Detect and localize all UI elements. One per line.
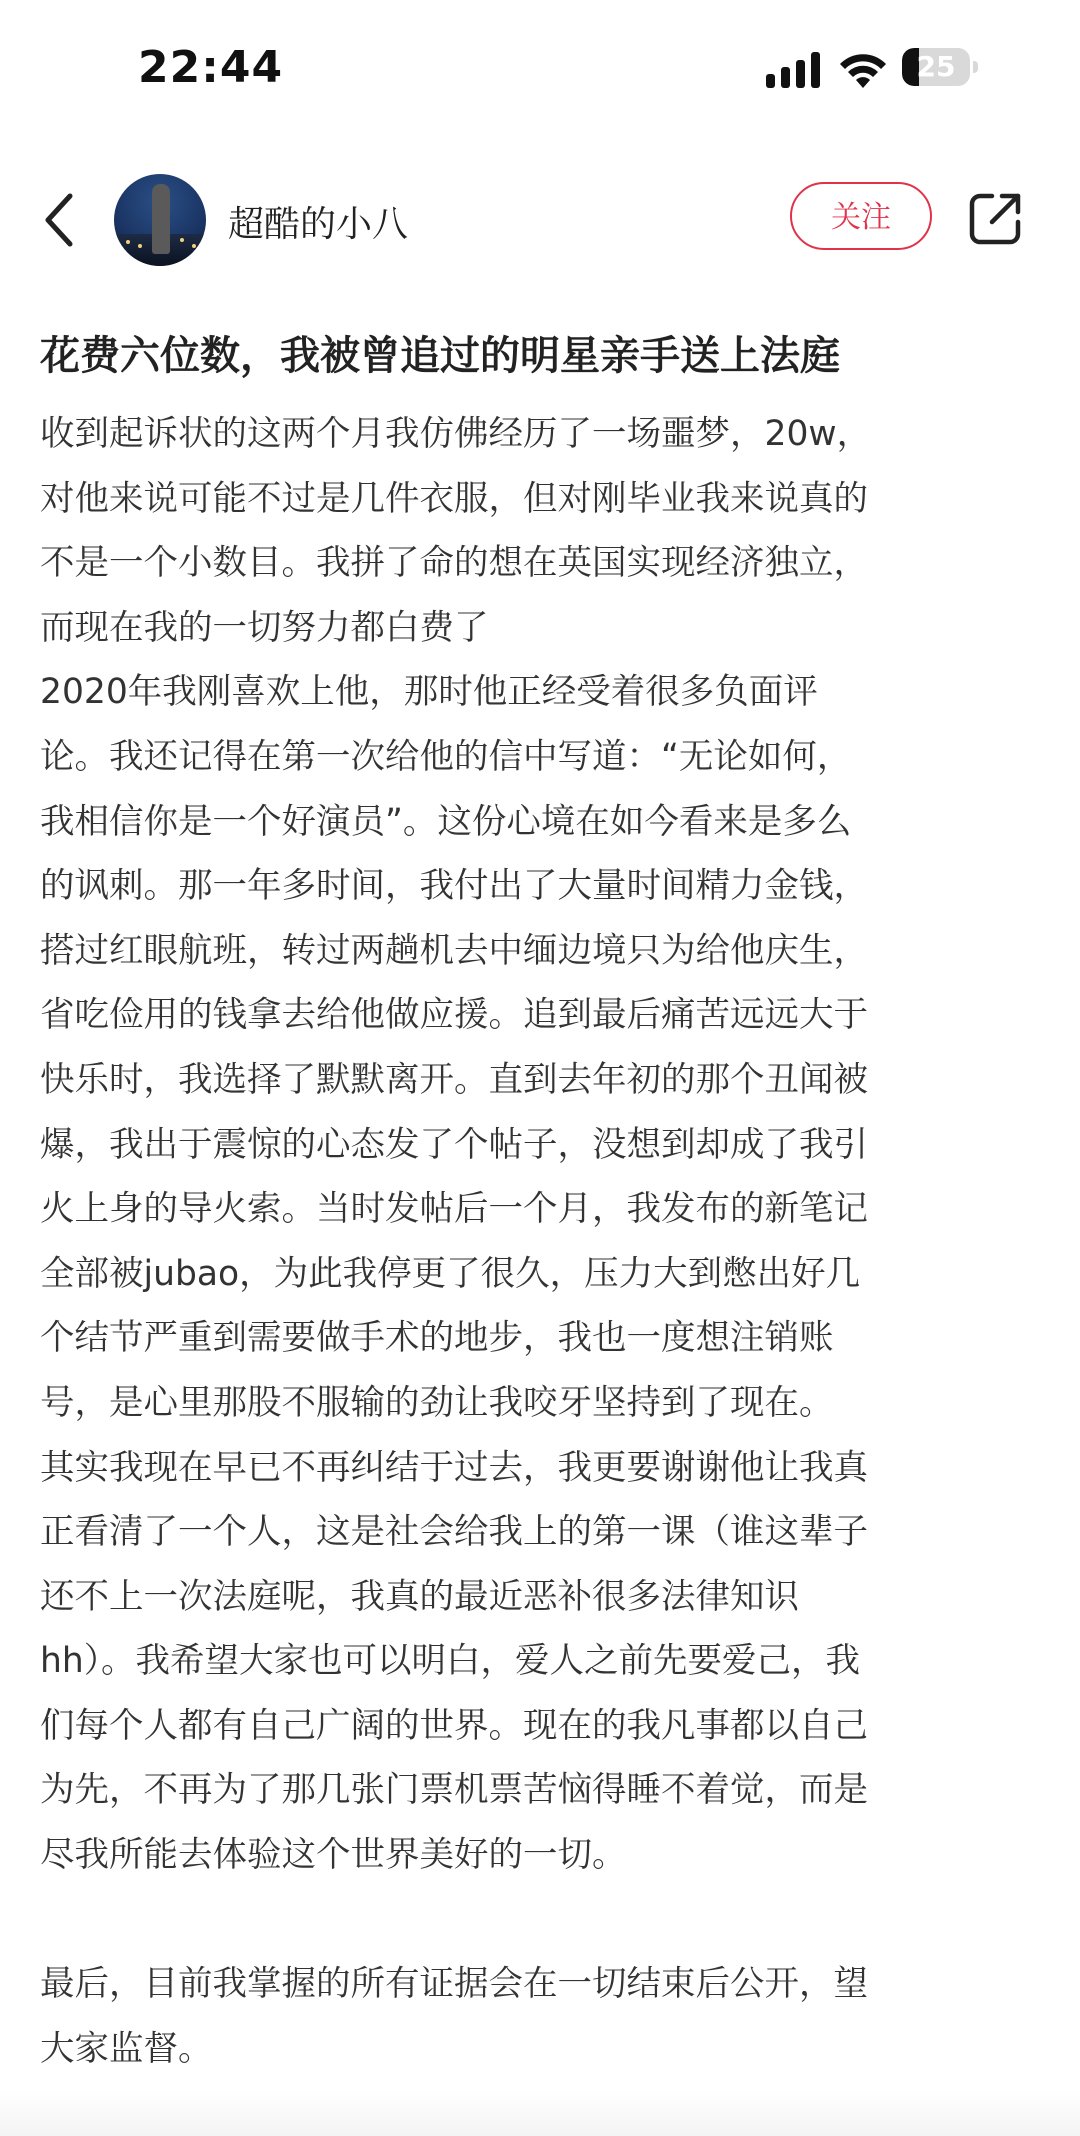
post-header: [0, 160, 1080, 280]
post-body-line: 其实我现在早已不再纠结于过去，我更要谢谢他让我真: [40, 1447, 868, 1488]
post-body-line: 最后，目前我掌握的所有证据会在一切结束后公开，望: [40, 1964, 868, 2005]
post-body-line: 对他来说可能不过是几件衣服，但对刚毕业我来说真的: [40, 478, 868, 519]
status-bar: [0, 0, 1080, 150]
post-body-line: 正看清了一个人，这是社会给我上的第一课（谁这辈子: [40, 1512, 868, 1553]
post-body-line: 省吃俭用的钱拿去给他做应援。追到最后痛苦远远大于: [40, 995, 868, 1036]
post-body-line: 快乐时，我选择了默默离开。直到去年初的那个丑闻被: [40, 1059, 868, 1100]
avatar[interactable]: [114, 174, 206, 266]
post-title: 花费六位数，我被曾追过的明星亲手送上法庭: [40, 333, 840, 379]
post-body: [40, 402, 1040, 2081]
post-body-line: 大家监督。: [40, 2028, 213, 2069]
post-content: [40, 330, 1040, 2081]
post-body-line: 尽我所能去体验这个世界美好的一切。: [40, 1835, 627, 1876]
chevron-left-icon[interactable]: [38, 188, 86, 252]
author-name[interactable]: 超酷的小八: [228, 204, 409, 245]
post-body-line: 搭过红眼航班，转过两趟机去中缅边境只为给他庆生，: [40, 930, 868, 971]
post-body-line: 火上身的导火索。当时发帖后一个月，我发布的新笔记: [40, 1189, 868, 1230]
post-body-line: 我相信你是一个好演员”。这份心境在如今看来是多么: [40, 801, 852, 842]
battery-level: 25: [916, 50, 956, 83]
post-body-line: hh）。我希望大家也可以明白，爱人之前先要爱己，我: [40, 1641, 860, 1682]
bottom-fade: [0, 2090, 1080, 2136]
post-body-line: 论。我还记得在第一次给他的信中写道：“无论如何，: [40, 736, 852, 777]
status-time: 22:44: [138, 42, 284, 93]
post-body-line: 收到起诉状的这两个月我仿佛经历了一场噩梦，20w，: [40, 414, 872, 454]
post-body-line: 爆，我出于震惊的心态发了个帖子，没想到却成了我引: [40, 1124, 868, 1165]
post-body-line: 们每个人都有自己广阔的世界。现在的我凡事都以自己: [40, 1705, 868, 1746]
post-body-line: 个结节严重到需要做手术的地步，我也一度想注销账: [40, 1318, 834, 1359]
post-body-line: [40, 1888, 1040, 1953]
wifi-icon: [838, 50, 888, 90]
battery-icon: [902, 48, 980, 88]
post-body-line: 为先，不再为了那几张门票机票苦恼得睡不着觉，而是: [40, 1770, 868, 1811]
post-body-line: 2020年我刚喜欢上他，那时他正经受着很多负面评: [40, 672, 818, 713]
post-body-line: 号，是心里那股不服输的劲让我咬牙坚持到了现在。: [40, 1382, 834, 1423]
post-body-line: 而现在我的一切努力都白费了: [40, 607, 489, 648]
post-body-line: 不是一个小数目。我拼了命的想在英国实现经济独立，: [40, 543, 868, 584]
signal-icon: [766, 52, 822, 88]
share-icon[interactable]: [968, 190, 1024, 246]
post-body-line: 的讽刺。那一年多时间，我付出了大量时间精力金钱，: [40, 866, 868, 907]
post-body-line: 全部被jubao，为此我停更了很久，压力大到憋出好几: [40, 1253, 861, 1294]
follow-button[interactable]: 关注: [790, 182, 932, 250]
post-body-line: 还不上一次法庭呢，我真的最近恶补很多法律知识: [40, 1576, 799, 1617]
